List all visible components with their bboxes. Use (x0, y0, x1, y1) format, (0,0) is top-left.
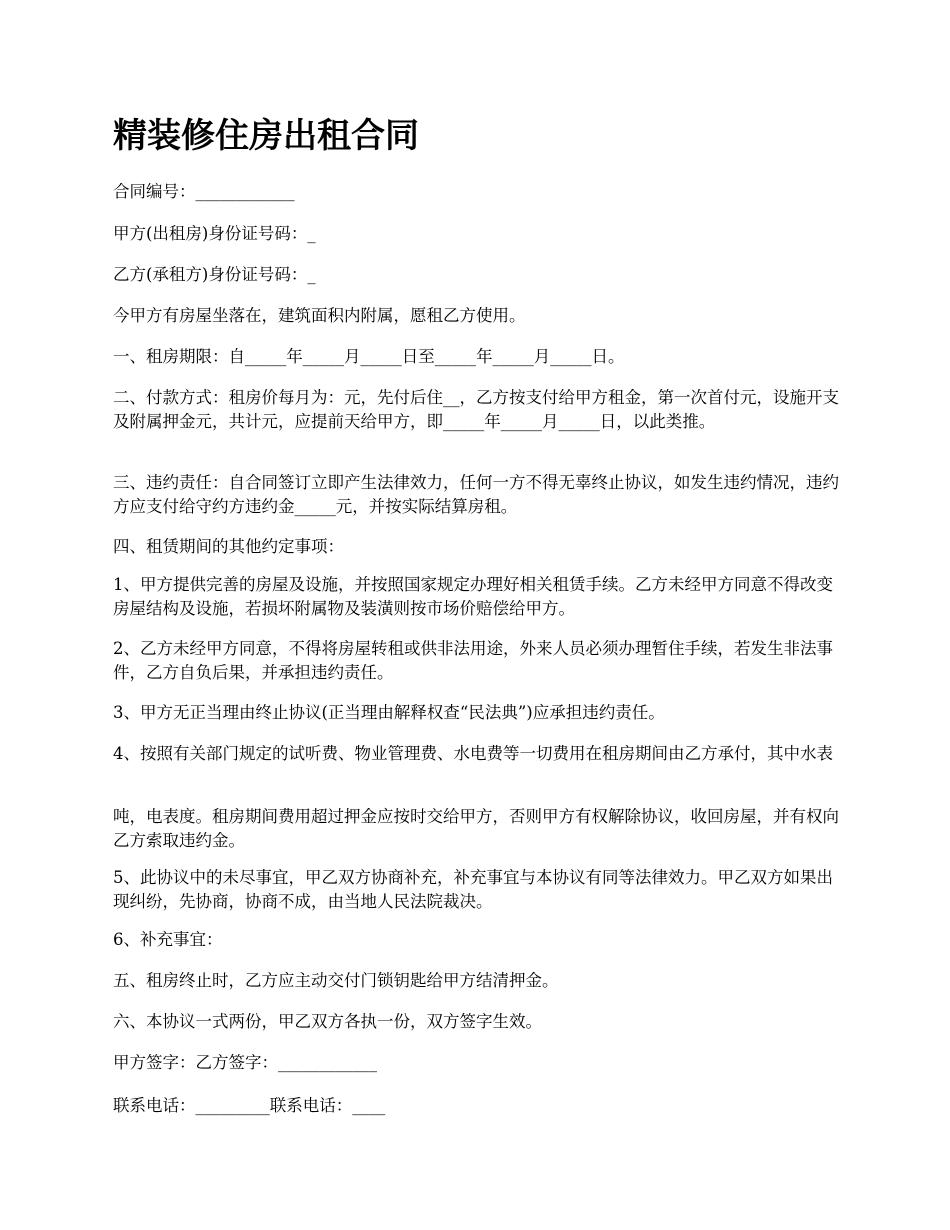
clause-1-term: 一、租房期限：自_____年_____月_____日至_____年_____月_____日。 (113, 347, 625, 366)
clause-4-item-4: 4、按照有关部门规定的试听费、物业管理费、水电费等一切费用在租房期间由乙方承付，其中水表 (113, 744, 833, 763)
signature-line: 甲方签字：乙方签字：____________ (113, 1053, 377, 1072)
document-title: 精装修住房出租合同 (113, 116, 419, 156)
intro-paragraph: 今甲方有房屋坐落在，建筑面积内附属，愿租乙方使用。 (113, 306, 526, 325)
clause-2-payment: 二、付款方式：租房价每月为：元，先付后住__，乙方按支付给甲方租金，第一次首付元，设施开支及附属押金元，共计元，应提前天给甲方，即_____年_____月_____日，以此类推。 (113, 388, 839, 431)
clause-4-item-1: 1、甲方提供完善的房屋及设施，并按照国家规定办理好相关租赁手续。乙方未经甲方同意不得改变房屋结构及设施，若损坏附属物及装潢则按市场价赔偿给甲方。 (113, 575, 833, 618)
clause-4-item-3: 3、甲方无正当理由终止协议(正当理由解释权查“民法典”)应承担违约责任。 (113, 703, 665, 722)
contact-phone-line: 联系电话：_________联系电话：____ (113, 1096, 386, 1115)
party-a-id-line: 甲方(出租房)身份证号码：_ (113, 224, 316, 243)
party-b-id-line: 乙方(承租方)身份证号码：_ (113, 265, 316, 284)
clause-4-heading: 四、租赁期间的其他约定事项： (113, 537, 344, 556)
clause-4-item-2: 2、乙方未经甲方同意，不得将房屋转租或供非法用途，外来人员必须办理暂住手续，若发生非法事件，乙方自负后果，并承担违约责任。 (113, 639, 833, 682)
clause-6-copies: 六、本协议一式两份，甲乙双方各执一份，双方签字生效。 (113, 1012, 542, 1031)
clause-5-termination: 五、租房终止时，乙方应主动交付门锁钥匙给甲方结清押金。 (113, 971, 559, 990)
clause-4-item-6: 6、补充事宜： (113, 930, 223, 949)
clause-4-item-4-continued: 吨，电表度。租房期间费用超过押金应按时交给甲方，否则甲方有权解除协议，收回房屋，并有权向乙方索取违约金。 (113, 807, 839, 850)
clause-3-liability: 三、违约责任：自合同签订立即产生法律效力，任何一方不得无辜终止协议，如发生违约情况，违约方应支付给守约方违约金_____元，并按实际结算房租。 (113, 473, 839, 516)
clause-4-item-5: 5、此协议中的未尽事宜，甲乙双方协商补充，补充事宜与本协议有同等法律效力。甲乙双方如果出现纠纷，先协商，协商不成，由当地人民法院裁决。 (113, 868, 833, 911)
contract-number-line: 合同编号：____________ (113, 182, 295, 201)
